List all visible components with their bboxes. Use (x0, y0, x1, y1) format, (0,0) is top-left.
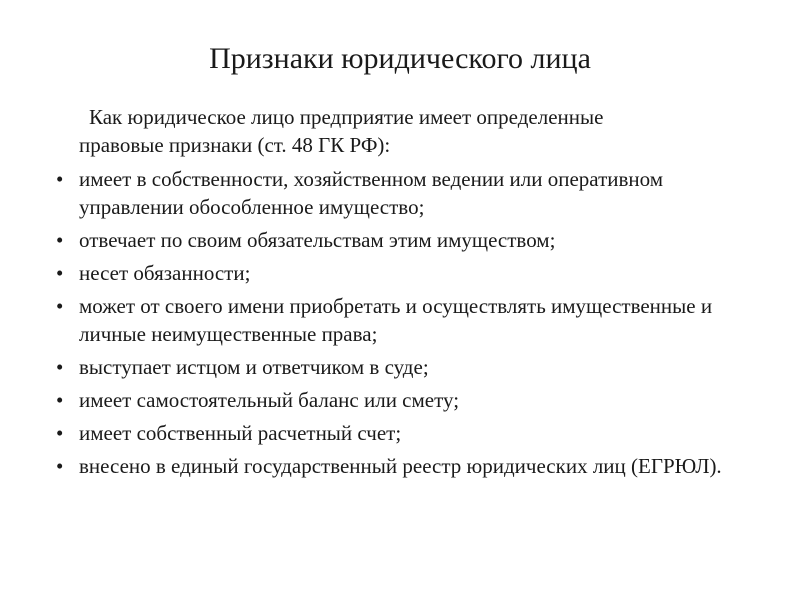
list-item-text: выступает истцом и ответчиком в суде; (79, 355, 429, 379)
intro-line-1: Как юридическое лицо предприятие имеет определенные (89, 105, 604, 129)
list-item-text: внесено в единый государственный реестр юридических лиц (ЕГРЮЛ). (79, 454, 722, 478)
bullet-icon: • (56, 454, 64, 478)
list-item (56, 353, 756, 381)
bullet-icon: • (56, 388, 64, 412)
bullet-icon: • (56, 294, 64, 318)
list-item-text: имеет самостоятельный баланс или смету; (79, 388, 460, 412)
list-item (56, 226, 756, 254)
bullet-icon: • (56, 261, 64, 285)
intro-line-2: правовые признаки (ст. 48 ГК РФ): (79, 133, 391, 157)
bullet-icon: • (56, 167, 64, 191)
list-item (56, 386, 756, 414)
bullet-list (56, 165, 756, 480)
list-item-text: имеет собственный расчетный счет; (79, 421, 402, 445)
bullet-icon: • (56, 228, 64, 252)
list-item-text: может от своего имени приобретать и осуществлять имущественные и личные неимущественные права; (79, 294, 713, 346)
list-item (56, 292, 756, 348)
bullet-icon: • (56, 421, 64, 445)
list-item (56, 259, 756, 287)
slide-title: Признаки юридического лица (209, 42, 591, 75)
list-item-text: несет обязанности; (79, 261, 251, 285)
bullet-icon: • (56, 355, 64, 379)
list-item (56, 165, 756, 221)
list-item-text: имеет в собственности, хозяйственном ведении или оперативном управлении обособленное имущество; (79, 167, 664, 219)
intro-paragraph (56, 103, 756, 159)
list-item (56, 419, 756, 447)
slide-content (56, 103, 756, 485)
list-item (56, 452, 756, 480)
list-item-text: отвечает по своим обязательствам этим имуществом; (79, 228, 556, 252)
